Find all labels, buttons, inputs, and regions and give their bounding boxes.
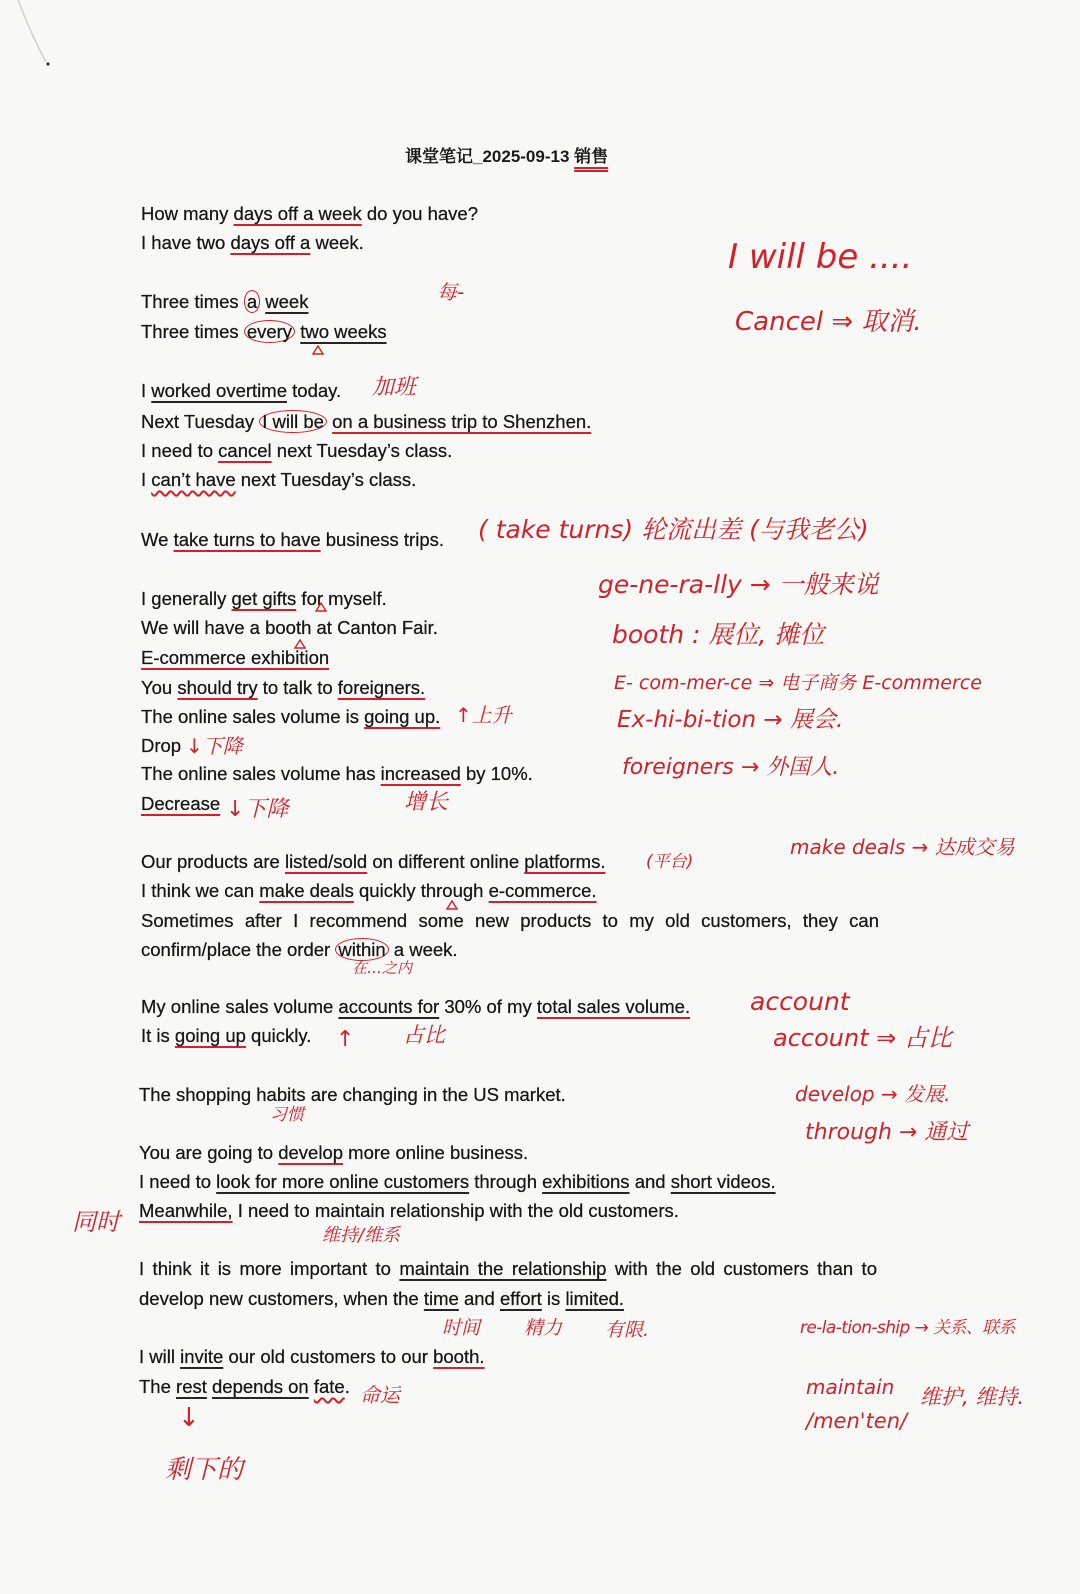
- sentence-text: The online sales volume has: [141, 763, 381, 784]
- sentence-text: through: [469, 1171, 543, 1192]
- handwritten-note: re-la-tion-ship → 关系、联系: [800, 1318, 1015, 1338]
- underlined-phrase: two weeks: [300, 321, 387, 342]
- sentence-text: today.: [287, 380, 342, 401]
- sentence-line: [139, 1142, 528, 1164]
- underlined-phrase: effort: [499, 1288, 542, 1309]
- sentence-text: My online sales volume: [141, 996, 339, 1017]
- handwritten-note: develop → 发展.: [795, 1082, 951, 1106]
- underlined-phrase: maintain the relationship: [399, 1258, 607, 1279]
- sentence-line: [141, 677, 425, 699]
- sentence-line: [141, 851, 605, 873]
- sentence-text: Three times: [141, 291, 244, 312]
- underlined-phrase: week: [265, 291, 309, 312]
- sentence-line: [139, 1288, 624, 1310]
- underlined-phrase: platforms.: [524, 851, 606, 872]
- sentence-text: business trips.: [320, 529, 445, 550]
- sentence-text: .: [344, 1376, 350, 1397]
- sentence-text: I need to: [141, 440, 219, 461]
- handwritten-note: 习惯: [270, 1105, 304, 1125]
- sentence-text: our old customers to our: [223, 1346, 434, 1367]
- sentence-text: How many: [141, 203, 234, 224]
- circled-word: every: [244, 320, 295, 343]
- sentence-line: [141, 910, 879, 932]
- thread-mark: [0, 0, 70, 80]
- circled-word: within: [335, 938, 388, 961]
- sentence-line: [141, 411, 591, 433]
- handwritten-note: ↓: [178, 1403, 200, 1433]
- sentence-line: [141, 1025, 311, 1047]
- sentence-line: [141, 321, 387, 343]
- sentence-text: week.: [310, 232, 364, 253]
- sentence-line: [141, 706, 440, 728]
- underlined-phrase: Meanwhile,: [139, 1200, 233, 1221]
- underlined-phrase: time: [423, 1288, 459, 1309]
- underlined-phrase: foreigners.: [337, 677, 426, 698]
- handwritten-note: maintain: [806, 1375, 895, 1399]
- sentence-text: Three times: [141, 321, 244, 342]
- underlined-phrase: going up.: [364, 706, 441, 727]
- circled-word: I will be: [259, 410, 327, 433]
- circled-word: a: [244, 290, 260, 313]
- underlined-phrase: days off a: [230, 232, 311, 253]
- handwritten-note: 维持/维系: [322, 1225, 401, 1246]
- sentence-line: [141, 291, 308, 313]
- sentence-line: [139, 1200, 679, 1222]
- sentence-line: [141, 529, 444, 551]
- sentence-line: [141, 588, 387, 610]
- sentence-line: [141, 735, 181, 757]
- handwritten-note: 时间: [442, 1317, 481, 1339]
- underlined-phrase: E-commerce exhibition: [141, 647, 330, 668]
- sentence-text: quickly.: [245, 1025, 312, 1046]
- triangle-mark-icon: [294, 639, 306, 649]
- sentence-text: You: [141, 677, 178, 698]
- underlined-phrase: increased: [380, 763, 461, 784]
- handwritten-note: foreigners → 外国人.: [622, 755, 840, 780]
- handwritten-note: ( take turns) 轮流出差 (与我老公): [478, 515, 869, 544]
- handwritten-note: booth : 展位, 摊位: [612, 620, 825, 649]
- handwritten-note: E- com-mer-ce ⇒ 电子商务 E-commerce: [614, 672, 982, 694]
- handwritten-note: 增长: [404, 790, 449, 815]
- underlined-phrase: look for more online customers: [216, 1171, 470, 1192]
- sentence-text: confirm/place the order: [141, 939, 336, 960]
- triangle-mark-icon: [315, 602, 327, 612]
- sentence-text: is: [541, 1288, 566, 1309]
- handwritten-note: account ⇒ 占比: [773, 1024, 952, 1052]
- sentence-line: [141, 203, 478, 225]
- sentence-text: I have two: [141, 232, 231, 253]
- handwritten-note: 同时: [72, 1208, 120, 1236]
- underlined-phrase: make deals: [259, 880, 354, 901]
- underlined-phrase: can’t have: [151, 469, 236, 490]
- sentence-text: next Tuesday’s class.: [235, 469, 417, 490]
- sentence-text: to talk to: [257, 677, 338, 698]
- underlined-phrase: listed/sold: [284, 851, 368, 872]
- sentence-text: do you have?: [361, 203, 478, 224]
- handwritten-note: through → 通过: [805, 1120, 969, 1145]
- handwritten-note: 加班: [372, 375, 417, 400]
- sentence-text: on different online: [367, 851, 525, 872]
- sentence-text: more online business.: [343, 1142, 529, 1163]
- sentence-line: [139, 1171, 776, 1193]
- sentence-text: I will: [139, 1346, 181, 1367]
- sentence-text: next Tuesday’s class.: [271, 440, 453, 461]
- underlined-phrase: e-commerce.: [488, 880, 597, 901]
- sentence-text: and: [458, 1288, 500, 1309]
- sentence-line: [141, 647, 329, 669]
- underlined-phrase: worked overtime: [151, 380, 287, 401]
- underlined-phrase: limited.: [565, 1288, 625, 1309]
- underlined-phrase: on a business trip to Shenzhen.: [332, 411, 592, 432]
- sentence-text: Drop: [141, 735, 182, 756]
- underlined-phrase: total sales volume.: [536, 996, 691, 1017]
- underlined-phrase: depends on: [212, 1376, 309, 1397]
- sentence-text: You are going to: [139, 1142, 279, 1163]
- sentence-line: [141, 763, 533, 785]
- sentence-line: [141, 880, 597, 902]
- sentence-line: [141, 380, 341, 402]
- sentence-text: I think it is more important to: [139, 1258, 400, 1279]
- handwritten-note: make deals → 达成交易: [790, 835, 1015, 859]
- handwritten-note: 有限.: [605, 1319, 650, 1341]
- sentence-line: [141, 232, 364, 254]
- handwritten-note: account: [750, 987, 850, 1016]
- triangle-mark-icon: [446, 900, 458, 910]
- sentence-text: I generally: [141, 588, 232, 609]
- handwritten-note: 每-: [437, 280, 465, 304]
- underlined-phrase: short videos.: [670, 1171, 776, 1192]
- sentence-line: [139, 1258, 877, 1280]
- sentence-line: [141, 440, 452, 462]
- sentence-text: Next Tuesday: [141, 411, 260, 432]
- sentence-text: I: [141, 380, 152, 401]
- handwritten-note: 精力: [524, 1317, 563, 1339]
- sentence-text: Sometimes after I recommend some new products to my old customers, they can: [141, 910, 879, 931]
- underlined-phrase: should try: [177, 677, 258, 698]
- sentence-text: for myself.: [296, 588, 387, 609]
- underlined-phrase: accounts for: [338, 996, 440, 1017]
- sentence-line: [141, 793, 220, 815]
- handwritten-note: 在…之内: [352, 959, 413, 977]
- underlined-phrase: take turns to have: [173, 529, 321, 550]
- underlined-phrase: booth.: [433, 1346, 485, 1367]
- handwritten-note: ↑上升: [455, 703, 512, 727]
- sentence-text: We will have a booth at Canton Fair.: [141, 617, 438, 638]
- sentence-text: by 10%.: [460, 763, 533, 784]
- sentence-text: I need to maintain relationship with the old customers.: [232, 1200, 679, 1221]
- sentence-text: with the old customers than to: [606, 1258, 877, 1279]
- sentence-text: I need to: [139, 1171, 217, 1192]
- handwritten-note: ↓下降: [186, 734, 243, 758]
- underlined-phrase: develop: [278, 1142, 344, 1163]
- sentence-line: [141, 939, 458, 961]
- handwritten-note: 剩下的: [165, 1455, 244, 1485]
- underlined-phrase: exhibitions: [542, 1171, 630, 1192]
- handwritten-note: 维护, 维持.: [920, 1385, 1025, 1409]
- sentence-text: The shopping habits are changing in the US market.: [139, 1084, 566, 1105]
- underlined-phrase: Decrease: [141, 793, 221, 814]
- sentence-text: 30% of my: [439, 996, 537, 1017]
- sentence-text: The online sales volume is: [141, 706, 365, 727]
- sentence-line: [139, 1084, 566, 1106]
- sentence-text: The: [139, 1376, 177, 1397]
- sentence-text: a week.: [388, 939, 458, 960]
- underlined-phrase: invite: [180, 1346, 224, 1367]
- triangle-mark-icon: [312, 345, 324, 355]
- sentence-text: and: [629, 1171, 671, 1192]
- sentence-text: I: [141, 469, 152, 490]
- underlined-phrase: get gifts: [231, 588, 297, 609]
- underlined-phrase: fate: [313, 1376, 345, 1397]
- sentence-text: I think we can: [141, 880, 260, 901]
- handwritten-note: 命运: [360, 1383, 400, 1407]
- handwritten-note: 占比: [403, 1023, 445, 1047]
- underlined-phrase: going up: [174, 1025, 246, 1046]
- sentence-line: [141, 617, 438, 639]
- sentence-text: quickly through: [353, 880, 489, 901]
- sentence-line: [141, 996, 690, 1018]
- sentence-text: develop new customers, when the: [139, 1288, 424, 1309]
- sentence-line: [139, 1376, 350, 1398]
- handwritten-note: ge-ne-ra-lly → 一般来说: [598, 570, 879, 599]
- underlined-phrase: days off a week: [233, 203, 362, 224]
- sentence-text: It is: [141, 1025, 175, 1046]
- title-subject: 销售: [574, 147, 609, 166]
- sentence-text: We: [141, 529, 174, 550]
- sentence-line: [141, 469, 416, 491]
- handwritten-note: Cancel ⇒ 取消.: [735, 307, 922, 337]
- handwritten-note: ↓下降: [226, 797, 289, 822]
- title-date-label: 课堂笔记_2025-09-13: [405, 147, 570, 166]
- underlined-phrase: rest: [176, 1376, 207, 1397]
- handwritten-note: (平台): [646, 852, 694, 872]
- handwritten-note: I will be ....: [728, 237, 913, 277]
- handwritten-note: ↑: [336, 1027, 355, 1052]
- underlined-phrase: cancel: [218, 440, 272, 461]
- sentence-line: [139, 1346, 485, 1368]
- sentence-text: Our products are: [141, 851, 285, 872]
- handwritten-note: Ex-hi-bi-tion → 展会.: [617, 707, 844, 733]
- handwritten-note: /men'ten/: [806, 1409, 908, 1433]
- page-title: [405, 146, 608, 168]
